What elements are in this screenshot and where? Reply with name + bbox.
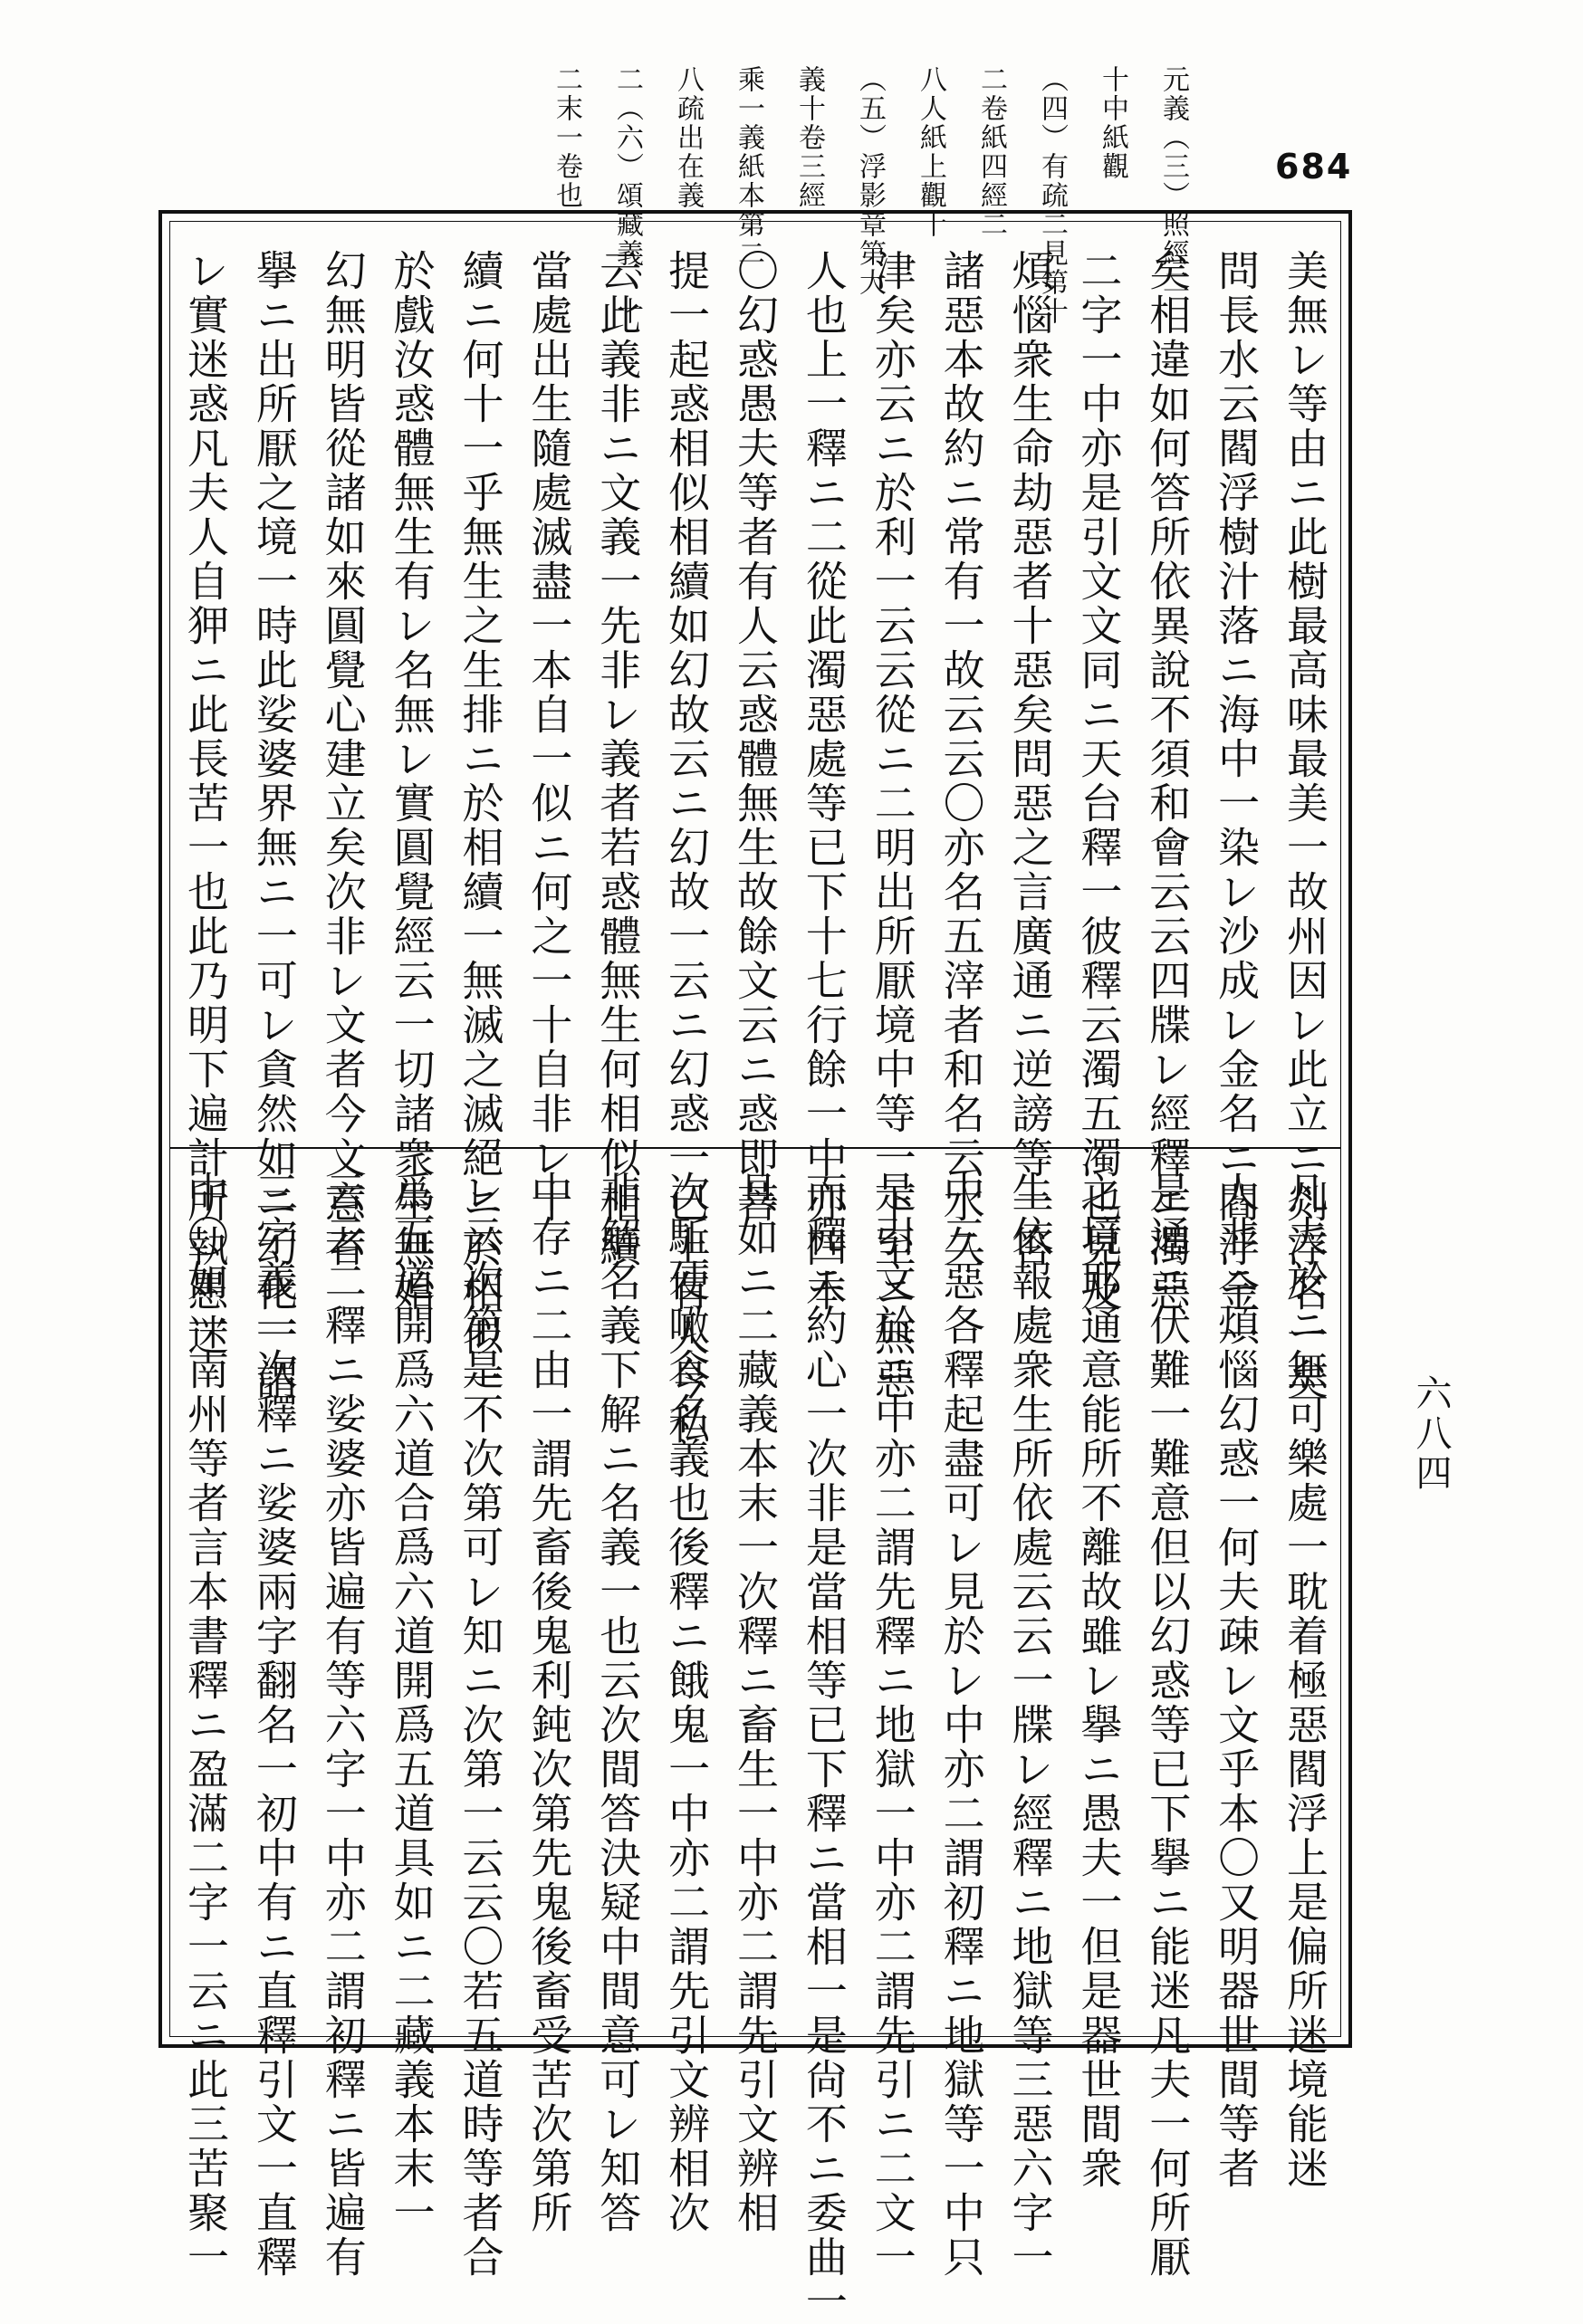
text-column: 中存ニ二由一謂先畜後鬼利鈍次第先鬼後畜受苦次第所 [524, 1171, 574, 2235]
header-note-text: 八疏出在義 [672, 65, 704, 210]
text-column: 而釋ニ約心一次非是當相等已下釋ニ當相一是尙不ニ委曲一 [799, 1171, 849, 2324]
text-column: 是引文於ニ中亦二謂先釋ニ地獄一中亦二謂先引ニ二文一 [868, 1171, 917, 2280]
text-column: 擧ニ出所厭之境一時此娑婆界無ニ一可レ貪然如ニ幻化一謂 [249, 249, 299, 1402]
text-column: 提一起惑相似相續如幻故云ニ幻故一云ニ幻惑一已上有人今私 [662, 249, 712, 1447]
text-column: 幻無明皆從諸如來圓覺心建立矣次非レ文者今文意者 [318, 249, 368, 1269]
text-column: 三字義一次釋ニ娑婆兩字翻名一初中有ニ直釋引文一直釋 [249, 1171, 299, 2280]
upper-register [181, 249, 1329, 1447]
header-note-11 [552, 65, 580, 210]
text-column: 人非ニ煩惱幻惑一何夫疎レ文乎本〇又明器世間等者 [1212, 1171, 1262, 2191]
header-footnotes [551, 65, 1189, 326]
lower-register [181, 1171, 1329, 2324]
text-column: 二字一中亦是引文文同ニ天台釋一彼釋云濁五濁也見及 [1074, 249, 1124, 1314]
register-divider [170, 1147, 1340, 1149]
text-column: 諸惡本故約ニ常有一故云云〇亦名五滓者和名云水久 [936, 249, 986, 1269]
text-column: レ云次第是不次第可レ知ニ次第一云云〇若五道時等者合 [456, 1171, 505, 2280]
header-note-text: （五）浮影章第大 [854, 65, 886, 297]
header-note-text: 元義（三）照經二 [1157, 65, 1189, 297]
header-note-1 [1157, 65, 1189, 297]
header-note-6 [854, 65, 886, 297]
text-column: 云此義非ニ文義一先非レ義者若惑體無生何相似相續 [593, 249, 643, 1269]
page-kanji-number: 六八四 [1410, 1374, 1452, 1494]
header-note-text: 乘一義紙本第二 [733, 65, 764, 268]
text-column: 中三惡各釋起盡可レ見於レ中亦二謂初釋ニ地獄等一中只 [936, 1171, 986, 2280]
text-column: 是通ニ伏難一難意但以幻惑等已下擧ニ能迷凡夫一何所厭 [1143, 1171, 1193, 2280]
header-note-4 [975, 65, 1007, 239]
header-note-10 [611, 65, 643, 326]
header-note-8 [733, 65, 764, 268]
text-column: 煩惱衆生命劫惡者十惡矣問惡之言廣通ニ逆謗等一答 [1005, 249, 1055, 1269]
text-column: 當處出生隨處滅盡一本自一似ニ何之一十自非レ十 [524, 249, 574, 1225]
text-frame [158, 210, 1352, 2324]
text-column: 津矣亦云ニ於利一云云從ニ二明出所厭境中等一下至ニ無惡 [868, 249, 917, 1402]
header-note-text: 二（六）頌藏義、十 [611, 65, 643, 326]
text-frame-inner [169, 221, 1341, 2324]
header-note-text: 二末一卷也 [551, 65, 582, 210]
text-column: 人也上一釋ニ二從此濁惡處等已下十七行餘一中亦四本 [799, 249, 849, 1314]
text-column: 云云二釋ニ娑婆亦皆遍有等六字一中亦二謂初釋ニ皆遍有 [318, 1171, 368, 2280]
text-column: 爲五道開爲六道合爲六道開爲五道具如ニ二藏義本末一 [387, 1171, 437, 2235]
text-column: 矣相違如何答所依異說不須和會云云四牒レ經釋ニ濁惡 [1143, 249, 1193, 1314]
header-note-5 [915, 65, 946, 239]
text-column: 之境耶通意能所不離故雖レ擧ニ愚夫一但是器世間衆 [1074, 1171, 1124, 2191]
text-column: 中〇如一南州等者言本書釋ニ盈滿二字一云ニ此三苦聚一 [181, 1171, 230, 2280]
header-note-3 [1036, 65, 1068, 326]
text-column: 續ニ何十一乎無生之生排ニ於相續一無滅之滅絕ニ於相似一 [456, 249, 505, 1402]
header-note-text: 二卷紙四經二 [975, 65, 1007, 239]
header-note-text: 八人紙上觀十 [915, 65, 946, 239]
text-column: 次駈使噉食名義也後釋ニ餓鬼一中亦二謂先引文辨相次 [662, 1171, 712, 2235]
header-note-text: 義十卷三經 [793, 65, 825, 210]
text-column: 問長水云閻浮樹汁落ニ海中一染レ沙成レ金名ニ閻浮金一 [1212, 249, 1262, 1358]
header-note-9 [672, 65, 704, 210]
text-column: 於戲汝惑體無生有レ名無レ實圓覺經云一切諸衆生無始 [387, 249, 437, 1314]
header-note-text: 十中紙觀 [1097, 65, 1128, 181]
text-column: 〇幻惑愚夫等者有人云惑體無生故餘文云ニ惑即菩 [731, 249, 780, 1225]
text-column: 生依報處衆生所依處云云一牒レ經釋ニ地獄等三惡六字一 [1005, 1171, 1055, 2280]
text-column: 具如ニ二藏義本末一次釋ニ畜生一中亦二謂先引文辨相 [731, 1171, 780, 2235]
page-number: 684 [1275, 147, 1353, 186]
header-note-7 [793, 65, 825, 210]
header-note-2 [1099, 65, 1126, 210]
text-column: 非解名義下解ニ名義一也云次間答決疑中間意可レ知答 [593, 1171, 643, 2235]
text-column: 凡夫於ニ無可樂處一耽着極惡閻浮上是偏所迷境能迷 [1281, 1171, 1329, 2191]
text-column: レ實迷惑凡夫人自狎ニ此長苦一也此乃明下遍計所執愚迷 [181, 249, 230, 1358]
header-note-text: （四）有疏二見第十 [1036, 65, 1068, 326]
text-column: 美無レ等由ニ此樹最高味最美一故州因レ此立ニ剡浮名一矣 [1281, 249, 1329, 1402]
